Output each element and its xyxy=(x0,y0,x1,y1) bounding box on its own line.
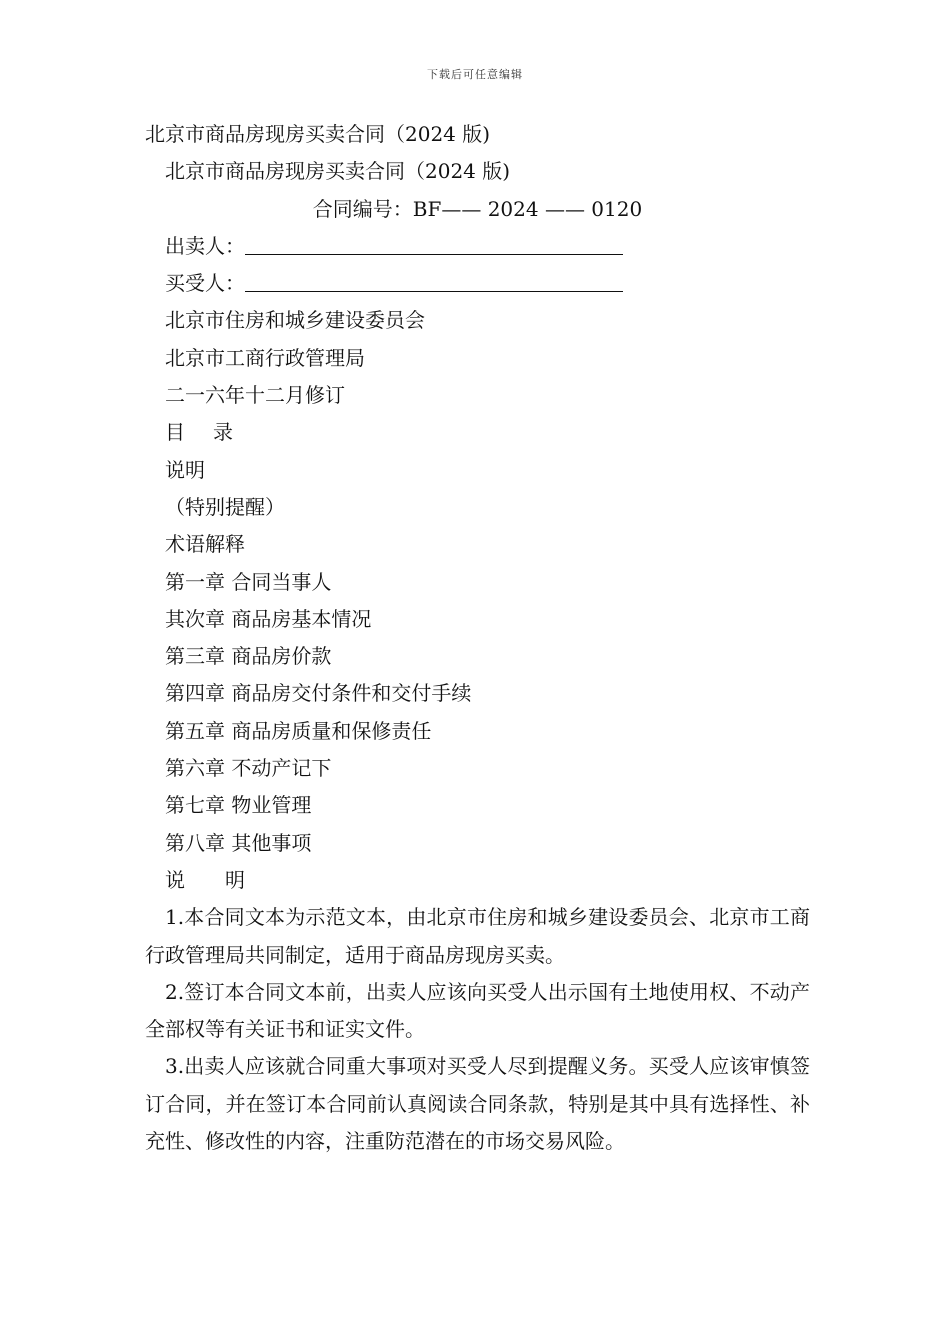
seller-line xyxy=(145,228,810,265)
toc-item: 其次章 商品房基本情况 xyxy=(165,606,372,631)
contract-number: 合同编号：BF—— 2024 —— 0120 xyxy=(312,196,643,221)
issuer-1: 北京市住房和城乡建设委员会 xyxy=(165,308,425,333)
cover-title: 北京市商品房现房买卖合同（2024 版) xyxy=(165,159,511,184)
toc-item: 第三章 商品房价款 xyxy=(165,644,332,669)
explanation-heading: 说明 xyxy=(165,867,285,892)
toc-item: 第一章 合同当事人 xyxy=(165,569,332,594)
explanation-paragraph: 2.签订本合同文本前，出卖人应该向买受人出示国有土地使用权、不动产全部权等有关证书和证实文件。 xyxy=(145,979,810,1042)
explanation-paragraph: 1.本合同文本为示范文本，由北京市住房和城乡建设委员会、北京市工商行政管理局共同制定，适用于商品房现房买卖。 xyxy=(145,905,810,967)
header-note: 下载后可任意编辑 xyxy=(427,68,523,81)
toc-item: 第四章 商品房交付条件和交付手续 xyxy=(165,681,472,706)
toc-item: 第七章 物业管理 xyxy=(165,793,312,818)
revision-date: 二一六年十二月修订 xyxy=(165,383,345,408)
toc-item: 说明 xyxy=(165,457,205,482)
seller-blank xyxy=(245,232,623,255)
toc-item: （特别提醒） xyxy=(165,494,285,519)
buyer-line xyxy=(145,265,810,302)
buyer-blank xyxy=(245,269,623,292)
issuer-2: 北京市工商行政管理局 xyxy=(165,345,365,370)
toc-item: 第六章 不动产记下 xyxy=(165,756,332,781)
toc-item: 术语解释 xyxy=(165,532,245,557)
document-title: 北京市商品房现房买卖合同（2024 版) xyxy=(145,122,491,146)
toc-heading: 目录 xyxy=(165,420,261,445)
buyer-label: 买受人： xyxy=(165,271,245,296)
document-body xyxy=(145,116,810,1160)
explanation-paragraph: 3.出卖人应该就合同重大事项对买受人尽到提醒义务。买受人应该审慎签订合同，并在签订本合同前认真阅读合同条款，特别是其中具有选择性、补充性、修改性的内容，注重防范潜在的市场交易风险。 xyxy=(145,1054,810,1154)
toc-item: 第五章 商品房质量和保修责任 xyxy=(165,718,432,743)
seller-label: 出卖人： xyxy=(165,233,245,258)
toc-item: 第八章 其他事项 xyxy=(165,830,312,855)
